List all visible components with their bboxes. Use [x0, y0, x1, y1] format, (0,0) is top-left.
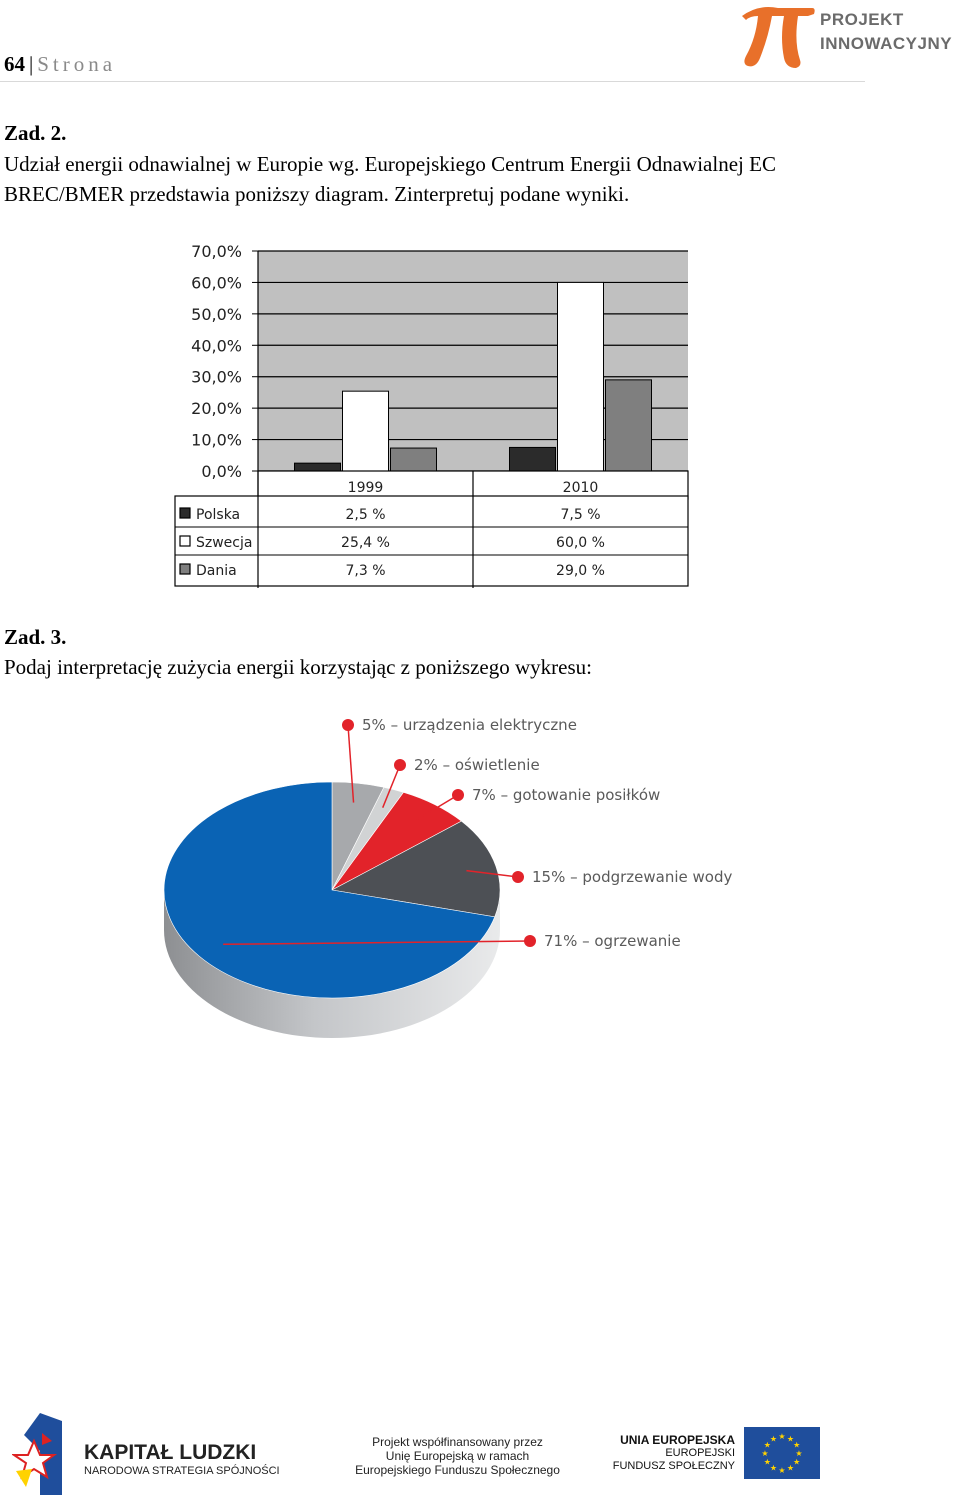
page-separator: |	[29, 52, 34, 76]
leader-dot	[342, 719, 354, 731]
eu-flag-icon	[744, 1427, 820, 1479]
pie-label: 7% – gotowanie posiłków	[472, 786, 661, 804]
task3-line1: Podaj interpretację zużycia energii korzystając z poniższego wykresu:	[4, 655, 592, 679]
legend-label-polska: Polska	[196, 507, 241, 523]
kapital-ludzki-logo-icon	[12, 1411, 68, 1495]
eu-star: ★	[763, 1440, 771, 1450]
kapital-ludzki-subtitle: NARODOWA STRATEGIA SPÓJNOŚCI	[84, 1465, 280, 1477]
data-label-polska: 2,5 %	[345, 507, 386, 523]
eu-star: ★	[761, 1449, 769, 1458]
y-tick-label: 50,0%	[191, 304, 242, 324]
task2-heading: Zad. 2.	[4, 121, 67, 145]
pie-label: 15% – podgrzewanie wody	[532, 868, 733, 886]
eu-star: ★	[793, 1457, 801, 1467]
eu-star: ★	[763, 1457, 771, 1467]
bar-polska-1999	[295, 463, 341, 471]
pie-label: 5% – urządzenia elektryczne	[362, 716, 577, 734]
pi-icon	[738, 2, 818, 70]
projekt-innowacyjny-logo	[738, 2, 960, 70]
cofin-line2: Unię Europejską w ramach	[385, 1449, 530, 1463]
pie-label: 2% – oświetlenie	[414, 756, 540, 774]
eu-line1: UNIA EUROPEJSKA	[620, 1433, 735, 1447]
x-category-label: 1999	[347, 480, 384, 496]
eu-star: ★	[793, 1440, 801, 1450]
header-divider	[0, 81, 865, 82]
renewable-energy-bar-chart	[170, 238, 692, 588]
task3-heading: Zad. 3.	[4, 625, 67, 649]
cofin-line3: Europejskiego Funduszu Społecznego	[355, 1463, 560, 1477]
y-tick-label: 0,0%	[201, 462, 242, 481]
y-tick-label: 70,0%	[191, 242, 242, 261]
bar-polska-2010	[510, 447, 556, 471]
eu-star: ★	[778, 1432, 786, 1441]
eu-star: ★	[769, 1463, 778, 1473]
logo-line1: PROJEKT	[820, 10, 904, 29]
y-tick-label: 10,0%	[191, 430, 242, 450]
legend-label-szwecja: Szwecja	[196, 535, 253, 551]
x-category-label: 2010	[562, 480, 599, 496]
page-number: 64	[4, 52, 25, 76]
eu-line2: EUROPEJSKI	[665, 1447, 735, 1459]
data-label-szwecja: 25,4 %	[341, 535, 390, 551]
bar-dania-2010	[606, 380, 652, 471]
leader-dot	[512, 871, 524, 883]
legend-swatch-szwecja	[180, 536, 190, 546]
data-label-szwecja: 60,0 %	[556, 535, 605, 551]
leader-dot	[524, 935, 536, 947]
pie-label: 71% – ogrzewanie	[544, 932, 681, 950]
cofin-line1: Projekt współfinansowany przez	[372, 1435, 543, 1449]
page-word: Strona	[37, 52, 117, 76]
eu-star: ★	[778, 1466, 786, 1475]
y-tick-label: 40,0%	[191, 336, 242, 356]
page-number-line	[4, 52, 116, 77]
data-label-dania: 29,0 %	[556, 563, 605, 579]
leader-dot	[452, 789, 464, 801]
leader-dot	[394, 759, 406, 771]
bar-dania-1999	[391, 448, 437, 471]
eu-line3: FUNDUSZ SPOŁECZNY	[612, 1460, 735, 1472]
energy-use-pie-chart	[150, 700, 770, 1060]
y-tick-label: 20,0%	[191, 399, 242, 419]
bar-chart-svg	[170, 238, 692, 588]
data-label-polska: 7,5 %	[560, 507, 601, 523]
eu-star: ★	[795, 1449, 803, 1458]
y-tick-label: 60,0%	[191, 273, 242, 293]
eu-star: ★	[786, 1463, 795, 1473]
kapital-ludzki-title: KAPITAŁ LUDZKI	[84, 1441, 257, 1464]
logo-line2: INNOWACYJNY	[820, 34, 953, 53]
task2-line1: Udział energii odnawialnej w Europie wg. Europejskiego Centrum Energii Odnawialnej EC	[4, 152, 776, 176]
legend-label-dania: Dania	[196, 563, 237, 579]
data-label-dania: 7,3 %	[345, 563, 386, 579]
task2-line2: BREC/BMER przedstawia poniższy diagram. Zinterpretuj podane wyniki.	[4, 182, 630, 206]
footer	[0, 1405, 960, 1499]
y-tick-label: 30,0%	[191, 367, 242, 387]
legend-swatch-polska	[180, 508, 190, 518]
eu-star: ★	[769, 1434, 778, 1444]
bar-szwecja-2010	[558, 282, 604, 471]
cofinancing-note	[350, 1435, 565, 1477]
legend-swatch-dania	[180, 564, 190, 574]
pie-chart-svg	[150, 700, 770, 1060]
eu-star: ★	[786, 1434, 795, 1444]
bar-szwecja-1999	[343, 391, 389, 471]
